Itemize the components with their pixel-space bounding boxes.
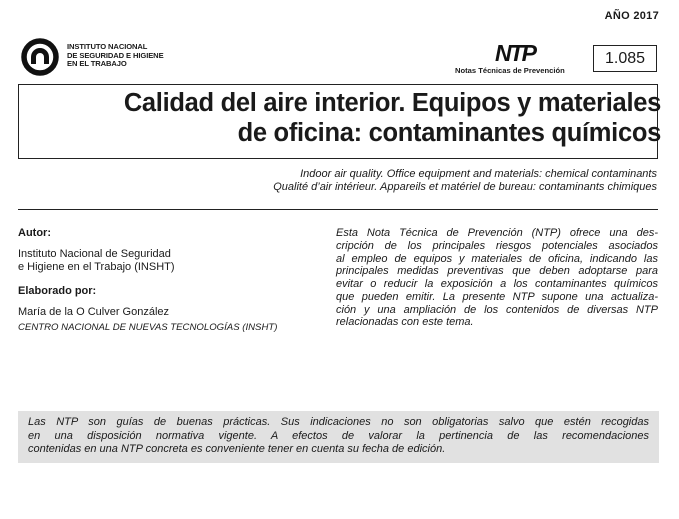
disclaimer-line: en una disposición normativa vigente. A efectos de valorar la pertinencia de las recomendaciones — [28, 429, 649, 442]
author-line: e Higiene en el Trabajo (INSHT) — [18, 261, 175, 274]
institute-line: DE SEGURIDAD E HIGIENE — [67, 50, 164, 60]
abstract-line: cripción de los principales riesgos potenciales asociados — [336, 239, 658, 252]
abstract-line: Esta Nota Técnica de Prevención (NTP) ofrece una des- — [336, 227, 658, 239]
institute-line: EN EL TRABAJO — [67, 59, 127, 69]
title-line: Calidad del aire interior. Equipos y materiales — [123, 89, 661, 117]
ntp-logo-icon — [494, 40, 538, 64]
author-heading: Autor: — [18, 227, 51, 239]
abstract-line: que pueden emitir. La presente NTP supone una actualiza- — [336, 290, 658, 303]
title-line: de oficina: contaminantes químicos — [237, 119, 661, 147]
institute-line: INSTITUTO NACIONAL — [67, 42, 148, 51]
institute-name — [67, 43, 164, 69]
disclaimer-line: contenidas en una NTP concreta es conveniente tener en cuenta su fecha de edición. — [28, 443, 446, 455]
translated-titles — [273, 168, 657, 194]
abstract-line: evitar o reducir la exposición a los contaminantes químicos — [336, 278, 658, 290]
document-title — [124, 88, 661, 148]
abstract-line: ción y una ampliación de los contenidos de diversas NTP — [336, 303, 658, 316]
abstract — [336, 227, 658, 329]
abstract-line: relacionadas con este tema. — [336, 316, 474, 329]
english-title: Indoor air quality. Office equipment and materials: chemical contaminants — [300, 168, 657, 180]
prepared-heading: Elaborado por: — [18, 284, 97, 297]
disclaimer-box — [18, 411, 659, 463]
abstract-line: principales medidas preventivas que deben adoptarse para — [336, 265, 658, 278]
insht-logo-icon — [20, 37, 60, 77]
authors-block — [18, 227, 318, 334]
disclaimer-line: Las NTP son guías de buenas prácticas. Sus indicaciones no son obligatorias salvo que estén recogidas — [28, 416, 649, 428]
preparer-center: CENTRO NACIONAL DE NUEVAS TECNOLOGÍAS (INSHT) — [18, 322, 278, 334]
divider — [18, 209, 658, 210]
edition-year: AÑO 2017 — [604, 10, 659, 22]
ntp-logo-text: NTP — [495, 40, 535, 64]
author-line: Instituto Nacional de Seguridad — [18, 248, 171, 261]
ntp-number: 1.085 — [593, 45, 657, 72]
abstract-line: al empleo de equipos y materiales de oficina, indicando las — [336, 252, 658, 265]
ntp-subtitle: Notas Técnicas de Prevención — [455, 66, 565, 75]
french-title: Qualité d’air intérieur. Appareils et matériel de bureau: contaminants chimiques — [273, 181, 657, 193]
preparer-name: María de la O Culver González — [18, 305, 170, 318]
